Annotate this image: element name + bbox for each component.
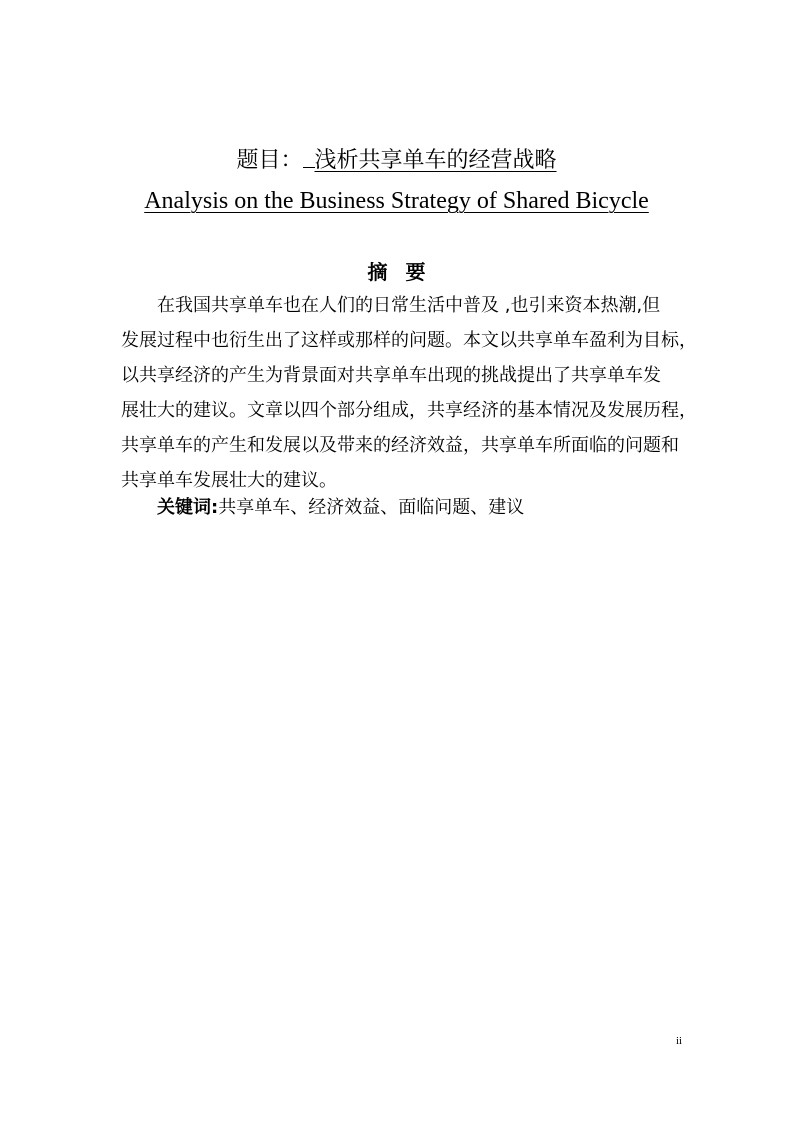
chinese-title-text: 浅析共享单车的经营战略 <box>314 148 557 173</box>
title-underline-spacer <box>303 143 315 168</box>
abstract-line: 在我国共享单车也在人们的日常生活中普及 ,也引来资本热潮,但 <box>157 295 661 316</box>
abstract-body <box>121 288 697 498</box>
abstract-heading: 摘要 <box>367 260 444 284</box>
abstract-line: 共享单车发展壮大的建议。 <box>121 470 337 491</box>
abstract-line: 以共享经济的产生为背景面对共享单车出现的挑战提出了共享单车发 <box>121 365 661 386</box>
keywords <box>157 490 524 525</box>
keywords-label: 关键词: <box>157 497 219 518</box>
english-title <box>0 183 793 219</box>
abstract-line: 发展过程中也衍生出了这样或那样的问题。本文以共享单车盈利为目标， <box>121 330 697 351</box>
page-number: ii <box>676 1035 683 1047</box>
chinese-title <box>0 143 793 179</box>
chinese-title-prefix: 题目： <box>236 148 303 173</box>
keywords-text: 共享单车、经济效益、面临问题、建议 <box>218 497 525 518</box>
english-title-text: Analysis on the Business Strategy of Shared Bicycle <box>144 188 649 214</box>
abstract-line: 共享单车的产生和发展以及带来的经济效益，共享单车所面临的问题和 <box>121 435 679 456</box>
abstract-line: 展壮大的建议。文章以四个部分组成，共享经济的基本情况及发展历程， <box>121 400 697 421</box>
